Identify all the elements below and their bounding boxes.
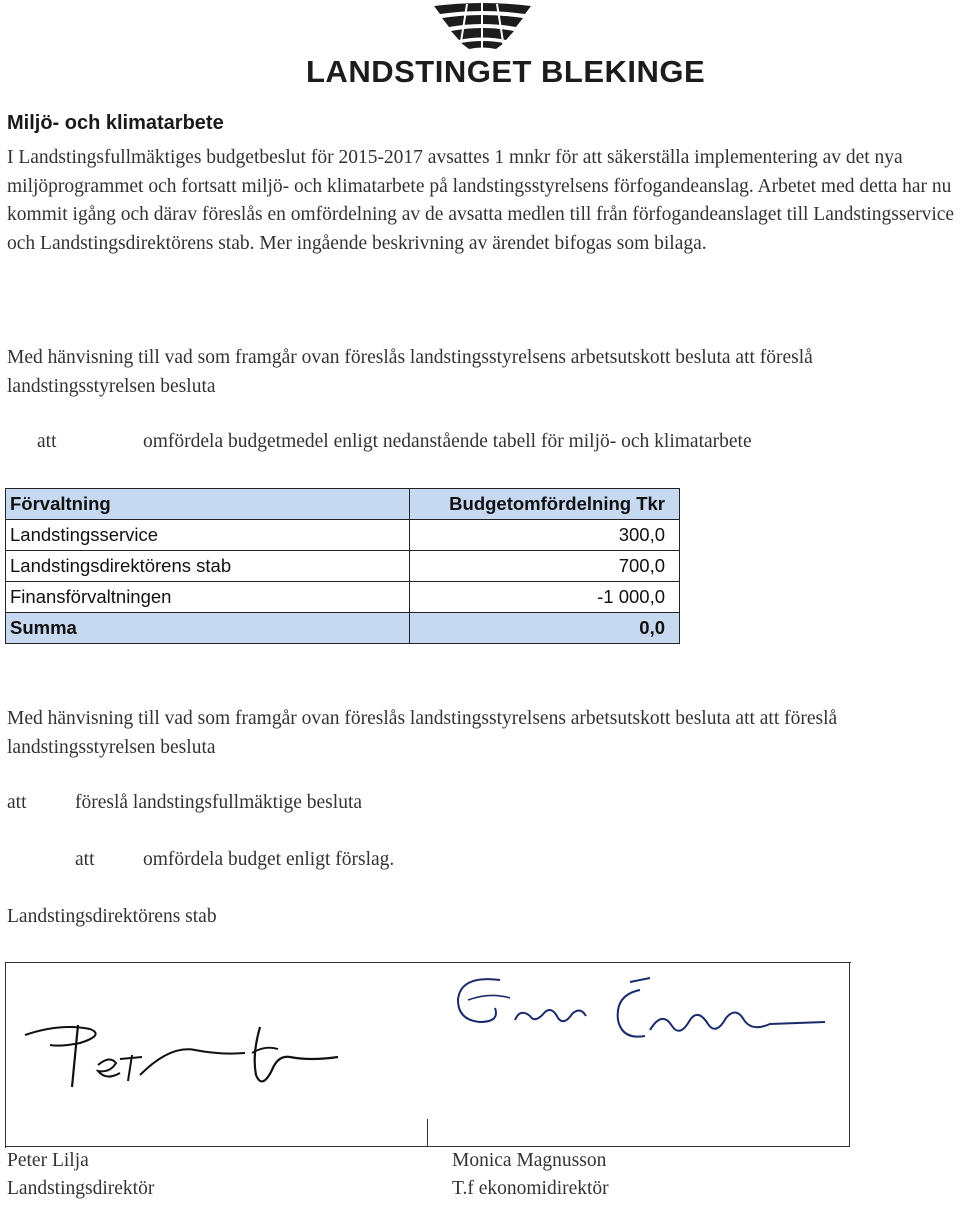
decision-1-text: omfördela budgetmedel enligt nedanstående tabell för miljö- och klimatarbete — [143, 431, 752, 452]
decision-3-text: omfördela budget enligt förslag. — [143, 849, 395, 870]
proposal-paragraph-1: Med hänvisning till vad som framgår ovan föreslås landstingsstyrelsens arbetsutskott besluta att föreslå landstingsstyrelsen besluta — [7, 347, 813, 397]
signatory-1-name: Peter Lilja — [7, 1150, 89, 1171]
signature-divider — [427, 1119, 428, 1147]
signature-peter-lilja — [20, 1015, 350, 1090]
table-row — [6, 520, 680, 551]
signatory-2-name: Monica Magnusson — [452, 1150, 607, 1171]
org-logo — [300, 0, 706, 96]
total-amount: 0,0 — [410, 613, 680, 644]
section-heading: Miljö- och klimatarbete — [7, 112, 224, 134]
budget-table — [5, 488, 680, 644]
signatory-1-title: Landstingsdirektör — [7, 1178, 155, 1199]
org-name: LANDSTINGET BLEKINGE — [306, 54, 706, 89]
table-cell-amount: -1 000,0 — [410, 582, 680, 613]
total-label: Summa — [6, 613, 410, 644]
table-cell-unit: Landstingsservice — [6, 520, 410, 551]
signature-box-border — [849, 962, 850, 1147]
table-cell-unit: Finansförvaltningen — [6, 582, 410, 613]
table-row — [6, 582, 680, 613]
table-header-row — [6, 489, 680, 520]
table-row — [6, 551, 680, 582]
decision-3-prefix: att — [75, 849, 95, 870]
table-cell-amount: 700,0 — [410, 551, 680, 582]
intro-paragraph: I Landstingsfullmäktiges budgetbeslut för 2015-2017 avsattes 1 mnkr för att säkerställa implementering av det nya miljöprogrammet och fortsatt miljö- och klimatarbete på landstingsstyrelsens förfogandeanslag. Arbetet med detta har nu kommit igång och därav föreslås en omfördelning av de avsatta medlen till från förfogandeanslaget till Landstingsservice och Landstingsdirektörens stab. Mer ingående beskrivning av ärendet bifogas som bilaga. — [7, 147, 955, 254]
column-header-budget: Budgetomfördelning Tkr — [410, 489, 680, 520]
department-label: Landstingsdirektörens stab — [7, 906, 217, 927]
table-cell-unit: Landstingsdirektörens stab — [6, 551, 410, 582]
proposal-paragraph-2: Med hänvisning till vad som framgår ovan föreslås landstingsstyrelsens arbetsutskott besluta att att föreslå landstingsstyrelsen besluta — [7, 708, 838, 758]
table-total-row — [6, 613, 680, 644]
decision-1-prefix: att — [37, 431, 57, 452]
signature-monica-magnusson — [440, 970, 830, 1060]
decision-2-prefix: att — [7, 792, 27, 813]
decision-2-text: föreslå landstingsfullmäktige besluta — [75, 792, 363, 813]
signatory-2-title: T.f ekonomidirektör — [452, 1178, 609, 1199]
column-header-forvaltning: Förvaltning — [6, 489, 410, 520]
ship-hull-logo-icon — [430, 2, 535, 50]
table-cell-amount: 300,0 — [410, 520, 680, 551]
